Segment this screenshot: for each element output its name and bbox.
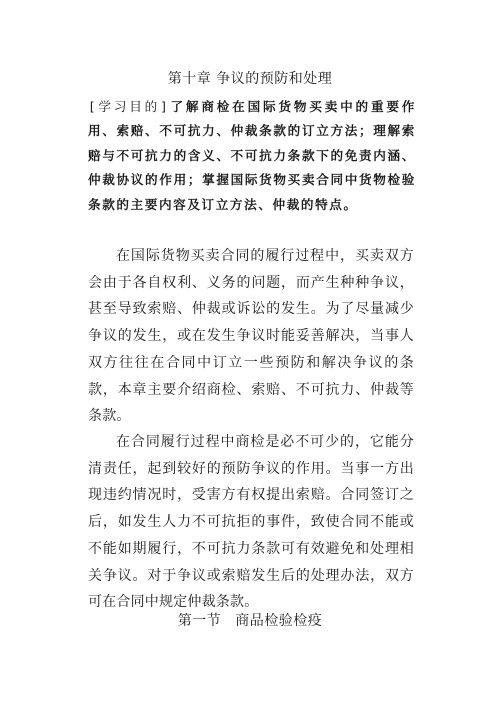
section-number: 第一节 [177,613,222,629]
objectives-text: 了解商检在国际货物买卖中的重要作用、索赔、不可抗力、仲裁条款的订立方法；理解索赔与不可抗力的含义、不可抗力条款下的免责内涵、仲裁协议的作用；掌握国际货物买卖合同中货物检验条款的主要内容及订立方法、仲裁的特点。 [88,99,417,212]
learning-objectives [88,95,416,217]
intro-paragraph-1: 在国际货物买卖合同的履行过程中，买卖双方会由于各自权利、义务的问题，而产生种种争议，甚至导致索赔、仲裁或诉讼的发生。为了尽量减少争议的发生，或在发生争议时能妥善解决，当事人双方往往在合同中订立一些预防和解决争议的条款，本章主要介绍商检、索赔、不可抗力、仲裁等条款。 [88,248,414,425]
chapter-title: 第十章 争议的预防和处理 [167,71,333,87]
section-title: 商品检验检疫 [235,613,323,629]
intro-paragraph-2: 在合同履行过程中商检是必不可少的，它能分清责任，起到较好的预防争议的作用。当事一方出现违约情况时，受害方有权提出索赔。合同签订之后，如发生人力不可抗拒的事件，致使合同不能或不能如期履行，不可抗力条款可有效避免和处理相关争议。对于争议或索赔发生后的处理办法，双方可在合同中规定仲裁条款。 [88,434,414,611]
section-heading [0,610,500,630]
objectives-label: [学习目的] [88,99,170,114]
